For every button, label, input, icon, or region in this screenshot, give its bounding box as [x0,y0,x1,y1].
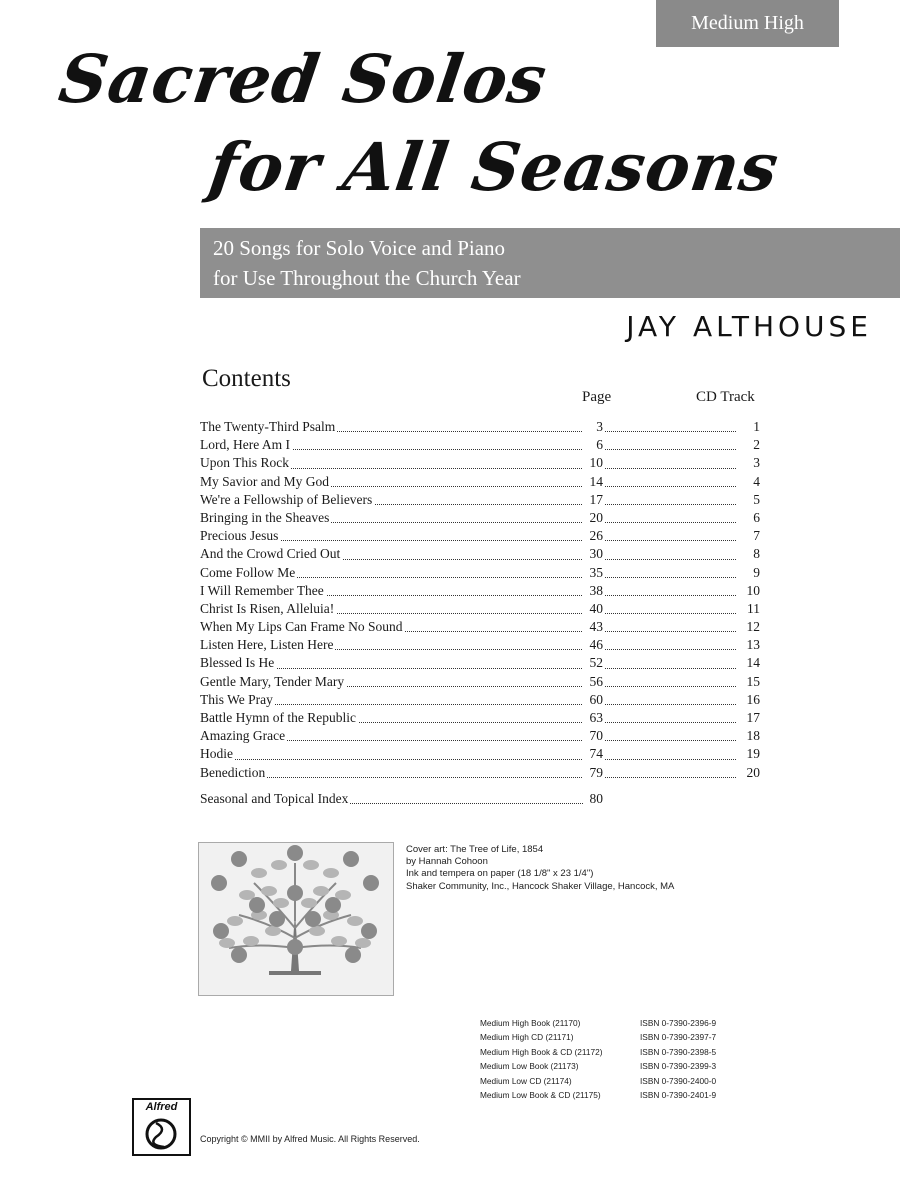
page-column-header: Page [582,389,612,405]
song-cd-track: 11 [736,600,760,618]
alfred-logo [132,1098,191,1156]
toc-row [200,509,760,527]
edition-isbn: ISBN 0-7390-2400-0 [640,1075,717,1086]
song-cd-track: 10 [736,582,760,600]
leaf-shape [309,926,325,936]
fruit-shape [269,911,285,927]
song-title: This We Pray [200,691,273,707]
song-page: 14 [583,473,605,491]
song-cd-track: 15 [736,673,760,691]
leaf-shape [355,938,371,948]
fruit-shape [287,885,303,901]
leaf-shape [301,898,317,908]
caption-line: by Hannah Cohoon [406,856,488,868]
song-cd-track: 6 [736,509,760,527]
song-cd-track: 12 [736,618,760,636]
subtitle-line-2: for Use Throughout the Church Year [213,266,521,290]
edition-name: Medium Low Book & CD (21175) [480,1089,601,1100]
song-cd-track: 8 [736,545,760,563]
toc-row [200,527,760,545]
toc-row [200,582,760,600]
song-page: 56 [583,673,605,691]
song-page: 40 [583,600,605,618]
song-page: 70 [583,727,605,745]
song-cd-track: 4 [736,473,760,491]
song-cd-track: 5 [736,491,760,509]
song-cd-track: 16 [736,691,760,709]
song-page: 3 [583,418,605,436]
song-page: 26 [583,527,605,545]
song-title: My Savior and My God [200,473,329,489]
caption-line: Cover art: The Tree of Life, 1854 [406,844,544,855]
song-title: We're a Fellowship of Believers [200,491,373,507]
edition-isbn-list [480,1018,760,1104]
edition-name: Medium High Book (21170) [480,1018,581,1028]
song-title: Blessed Is He [200,655,275,671]
toc-row [200,564,760,582]
toc-row [200,745,760,763]
dot-leader [200,668,760,669]
tree-of-life-icon [199,843,393,995]
song-cd-track: 1 [736,418,760,436]
caption-line: Shaker Community, Inc., Hancock Shaker Village, Hancock, MA [406,880,675,892]
cover-art-caption [406,844,674,893]
song-title: When My Lips Can Frame No Sound [200,619,403,635]
song-cd-track: 14 [736,654,760,672]
toc-row [200,545,760,563]
song-cd-track: 18 [736,727,760,745]
edition-name: Medium High CD (21171) [480,1032,574,1043]
song-cd-track: 20 [736,764,760,782]
table-of-contents [200,418,760,782]
leaf-shape [273,898,289,908]
toc-row [200,654,760,672]
index-title: Seasonal and Topical Index [200,791,349,806]
song-page: 35 [583,564,605,582]
edition-isbn: ISBN 0-7390-2399-3 [640,1061,717,1072]
song-page: 30 [583,545,605,563]
leaf-shape [313,886,329,896]
song-cd-track: 9 [736,564,760,582]
song-cd-track: 17 [736,709,760,727]
song-title: Gentle Mary, Tender Mary [200,673,345,689]
toc-row [200,636,760,654]
fruit-shape [249,897,265,913]
toc-row [200,691,760,709]
index-entry [200,790,620,808]
edition-isbn: ISBN 0-7390-2396-9 [640,1018,717,1028]
leaf-shape [227,916,243,926]
fruit-shape [305,911,321,927]
song-page: 74 [583,745,605,763]
song-title: Lord, Here Am I [200,437,290,453]
leaf-shape [243,936,259,946]
song-page: 60 [583,691,605,709]
fruit-shape [361,923,377,939]
fruit-shape [287,845,303,861]
song-cd-track: 2 [736,436,760,454]
fruit-shape [325,897,341,913]
song-page: 10 [583,454,605,472]
fruit-shape [211,875,227,891]
fruit-shape [363,875,379,891]
song-title: Precious Jesus [200,528,279,544]
fruit-shape [287,939,303,955]
edition-row [480,1032,760,1046]
index-page: 80 [583,790,605,808]
toc-row [200,418,760,436]
edition-isbn: ISBN 0-7390-2398-5 [640,1046,717,1057]
cd-track-column-header: CD Track [696,389,755,405]
song-page: 6 [583,436,605,454]
song-cd-track: 3 [736,454,760,472]
caption-line: Ink and tempera on paper (18 1/8" x 23 1/4") [406,868,594,880]
song-title: Battle Hymn of the Republic [200,710,356,725]
song-title: Hodie [200,746,233,762]
edition-name: Medium Low CD (21174) [480,1075,572,1086]
leaf-shape [261,886,277,896]
song-page: 52 [583,654,605,672]
leaf-shape [347,916,363,926]
song-title: The Twenty-Third Psalm [200,419,336,434]
toc-row [200,673,760,691]
cover-art-image [198,842,394,996]
fruit-shape [343,851,359,867]
dot-leader [200,759,760,760]
dot-leader [200,540,760,541]
song-title: Upon This Rock [200,455,290,471]
edition-row [480,1076,760,1090]
toc-row [200,600,760,618]
leaf-shape [323,868,339,878]
song-page: 63 [583,709,605,727]
edition-row [480,1090,760,1104]
toc-row [200,709,760,727]
copyright-notice: Copyright © MMII by Alfred Music. All Rights Reserved. [200,1134,420,1144]
song-title: Benediction [200,764,266,780]
edition-row [480,1018,760,1032]
song-title: Come Follow Me [200,564,296,580]
song-page: 17 [583,491,605,509]
leaf-shape [219,938,235,948]
subtitle-line-1: 20 Songs for Solo Voice and Piano [213,236,506,260]
leaf-shape [265,926,281,936]
song-page: 38 [583,582,605,600]
song-title: And the Crowd Cried Out [200,546,341,562]
book-title-line-1: Sacred Solos [54,40,552,118]
toc-row [200,764,760,782]
song-title: Christ Is Risen, Alleluia! [200,600,335,616]
leaf-shape [251,868,267,878]
toc-row [200,491,760,509]
edition-row [480,1061,760,1075]
subtitle-band [200,228,900,298]
edition-name: Medium Low Book (21173) [480,1061,579,1072]
leaf-shape [331,936,347,946]
fruit-shape [213,923,229,939]
toc-row [200,436,760,454]
logo-text: Alfred [145,1101,178,1113]
voice-range-tab: Medium High [656,0,839,47]
song-cd-track: 19 [736,745,760,763]
edition-name: Medium High Book & CD (21172) [480,1046,603,1057]
dot-leader [200,777,760,778]
author-name: JAY ALTHOUSE [626,310,872,343]
toc-row [200,618,760,636]
contents-heading: Contents [202,365,291,392]
fruit-shape [345,947,361,963]
song-page: 20 [583,509,605,527]
song-cd-track: 13 [736,636,760,654]
leaf-shape [271,860,287,870]
song-page: 43 [583,618,605,636]
edition-isbn: ISBN 0-7390-2397-7 [640,1032,717,1043]
song-title: Listen Here, Listen Here [200,637,334,653]
song-page: 79 [583,764,605,782]
toc-row [200,473,760,491]
music-clef-icon [134,1115,189,1153]
toc-row [200,454,760,472]
song-title: Bringing in the Sheaves [200,509,330,525]
song-cd-track: 7 [736,527,760,545]
dot-leader [200,704,760,705]
fruit-shape [231,851,247,867]
song-page: 46 [583,636,605,654]
song-title: I Will Remember Thee [200,582,324,598]
book-title-line-2: for All Seasons [204,128,784,206]
toc-row [200,727,760,745]
edition-row [480,1047,760,1061]
song-title: Amazing Grace [200,728,286,744]
edition-isbn: ISBN 0-7390-2401-9 [640,1089,717,1100]
fruit-shape [231,947,247,963]
leaf-shape [303,860,319,870]
